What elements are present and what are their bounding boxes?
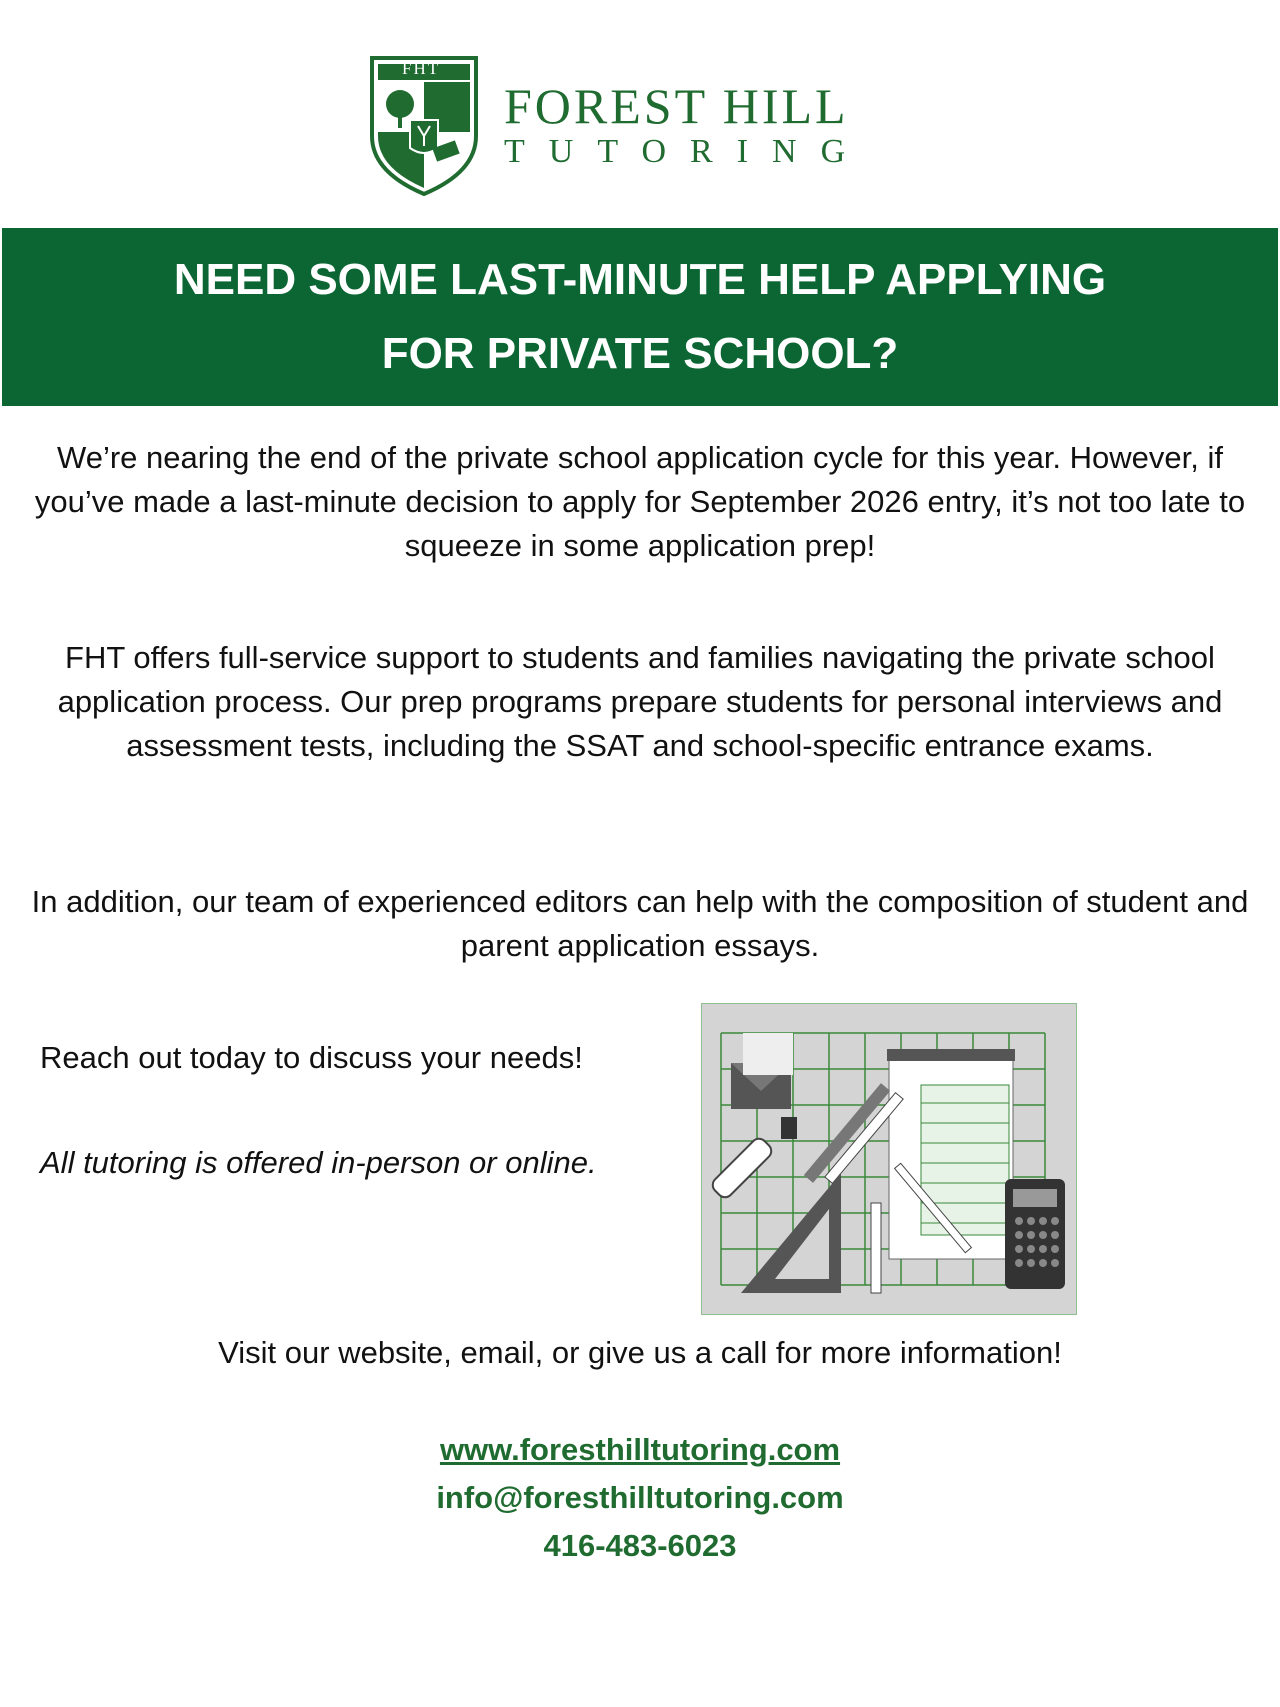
headline-line2: FOR PRIVATE SCHOOL? (381, 329, 899, 378)
email-text: info@foresthilltutoring.com (436, 1480, 844, 1515)
online-note: All tutoring is offered in-person or online. (40, 1145, 597, 1180)
editors-paragraph: In addition, our team of experienced editors can help with the composition of student and parent application essays. (31, 884, 1249, 963)
visit-text: Visit our website, email, or give us a call for more information! (218, 1335, 1062, 1370)
services-paragraph: FHT offers full-service support to students and families navigating the private school application process. Our prep programs prepare students for personal interviews and assessment tests, including the SSAT and school-specific entrance exams. (57, 640, 1223, 763)
headline-line1: NEED SOME LAST-MINUTE HELP APPLYING (173, 255, 1107, 304)
calculator-icon (1005, 1179, 1065, 1289)
headline-banner (2, 228, 1278, 406)
website-link[interactable]: www.foresthilltutoring.com (439, 1432, 841, 1467)
shield-letters: FHT (402, 59, 441, 78)
wordmark (504, 80, 869, 170)
stationery-illustration (701, 1003, 1077, 1315)
logo (368, 52, 888, 198)
wordmark-line2: TUTORING (504, 133, 870, 170)
contact-block (30, 1426, 1250, 1570)
wordmark-line1: FOREST HILL (504, 78, 849, 134)
reach-out-text: Reach out today to discuss your needs! (40, 1040, 583, 1075)
intro-paragraph: We’re nearing the end of the private school application cycle for this year. However, if you’ve made a last-minute decision to apply for September 2026 entry, it’s not too late to squeeze in some application prep! (34, 440, 1246, 563)
phone-text: 416-483-6023 (543, 1528, 737, 1563)
